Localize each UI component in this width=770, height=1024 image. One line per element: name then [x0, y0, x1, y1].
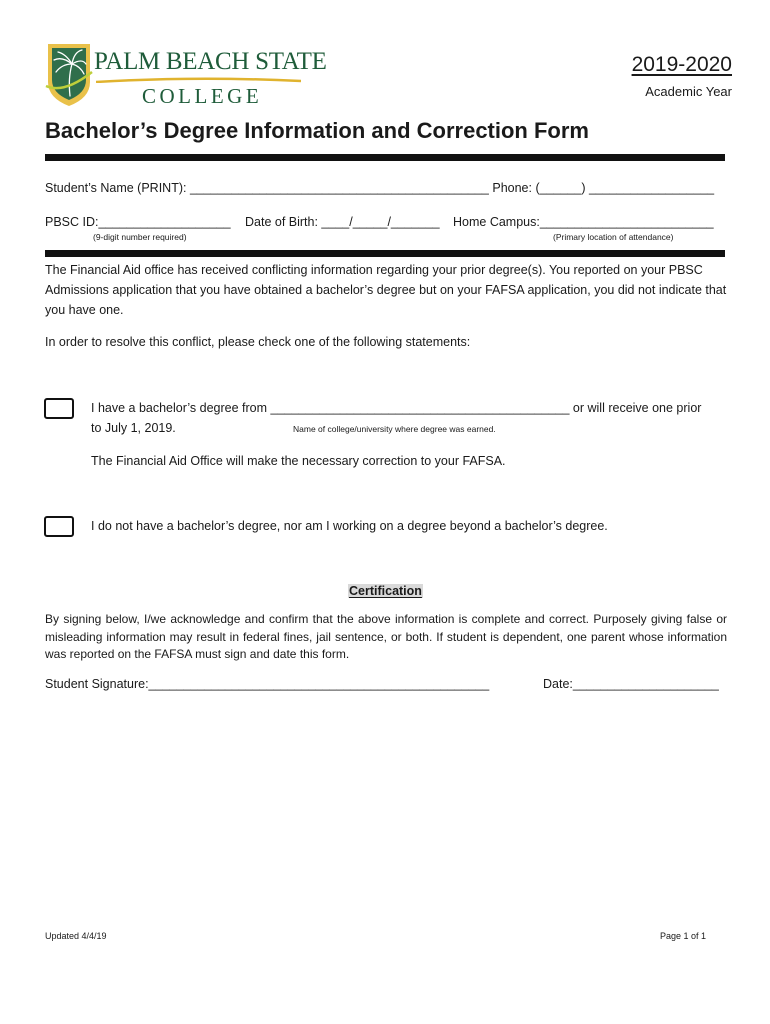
updated-date: Updated 4/4/19	[45, 931, 107, 941]
student-signature-field[interactable]: Student Signature:_________________________________________________	[45, 677, 490, 691]
academic-year-label: Academic Year	[645, 84, 732, 99]
signature-date-field[interactable]: Date:_____________________	[543, 677, 719, 691]
form-title: Bachelor’s Degree Information and Correction Form	[45, 118, 589, 143]
divider	[45, 250, 725, 257]
page-number: Page 1 of 1	[660, 931, 707, 941]
option-degree-text-cont: to July 1, 2019.	[91, 421, 176, 435]
home-campus-hint: (Primary location of attendance)	[553, 232, 674, 242]
pbsc-id-field[interactable]: PBSC ID:___________________	[45, 215, 231, 229]
instruction-text: In order to resolve this conflict, please check one of the following statements:	[45, 335, 471, 349]
dob-field[interactable]: Date of Birth: ____/_____/_______	[245, 215, 440, 229]
logo-text-top: PALM BEACH STATE	[94, 48, 327, 75]
college-logo-icon	[44, 42, 94, 108]
name-phone-field[interactable]: Student’s Name (PRINT): ___________________________________________ Phone: (______) __________________	[45, 181, 715, 195]
home-campus-field[interactable]: Home Campus:_________________________	[453, 215, 714, 229]
logo-swoosh	[96, 77, 301, 83]
pbsc-id-hint: (9-digit number required)	[93, 232, 187, 242]
certification-text: By signing below, I/we acknowledge and confirm that the above information is complete and correct. Purposely giving false or misleading information may result in federal fines, jail sentence, or both. If student is dependent, one parent whose information was reported on the FAFSA must sign and date this form.	[45, 612, 727, 661]
divider	[45, 154, 725, 161]
option-degree-text[interactable]: I have a bachelor’s degree from ___________________________________________ or will receive one prior	[91, 401, 702, 415]
option-no-degree-checkbox[interactable]	[44, 516, 74, 537]
correction-note: The Financial Aid Office will make the necessary correction to your FAFSA.	[91, 454, 506, 468]
certification-heading: Certification	[349, 584, 422, 598]
academic-year: 2019-2020	[631, 53, 732, 76]
logo-text-bottom: COLLEGE	[142, 84, 263, 108]
option-degree-checkbox[interactable]	[44, 398, 74, 419]
college-name-hint: Name of college/university where degree was earned.	[293, 424, 496, 434]
option-no-degree-text[interactable]: I do not have a bachelor’s degree, nor am I working on a degree beyond a bachelor’s degree.	[91, 519, 608, 533]
intro-paragraph: The Financial Aid office has received conflicting information regarding your prior degree(s). You reported on your PBSC Admissions application that you have obtained a bachelor’s degree but on your FAFSA application, you did not indicate that you have one.	[45, 263, 727, 317]
